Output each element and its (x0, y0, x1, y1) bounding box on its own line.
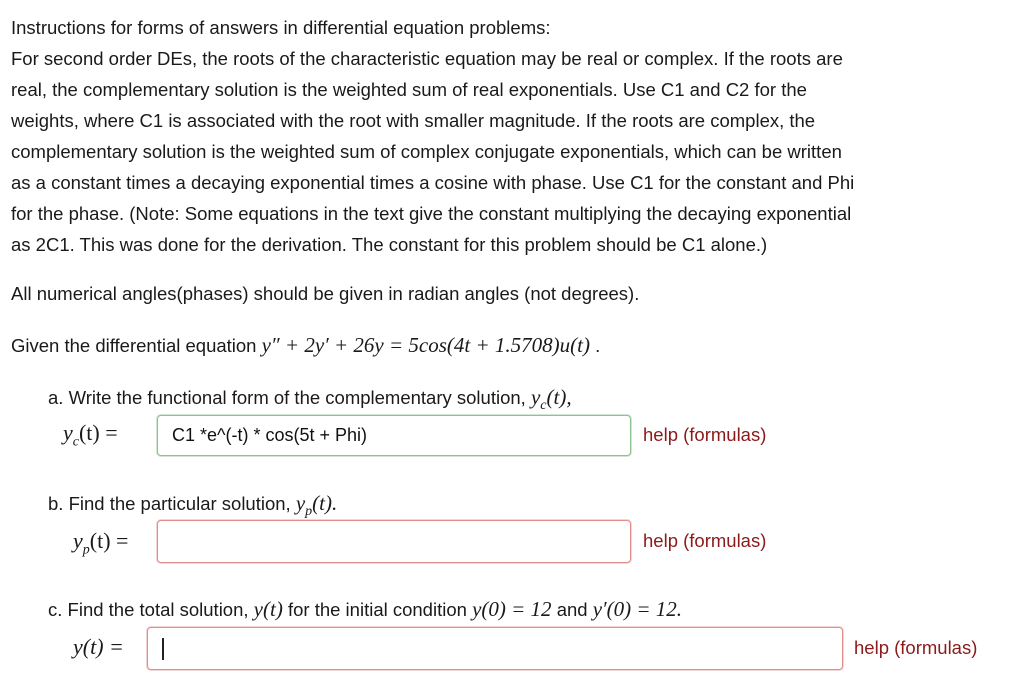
part-b-help-link[interactable]: help (formulas) (643, 530, 767, 551)
part-c-math-dy0: y′(0) = 12. (592, 597, 683, 621)
part-a-question-math: $y_c(t)$, (530, 385, 572, 414)
instructions-line: complementary solution is the weighted sum of complex conjugate exponentials, which can be written (11, 141, 842, 162)
part-a-question (48, 385, 572, 414)
part-a-label-tail: (t) = (78, 420, 118, 445)
instructions-line: as a constant times a decaying exponential times a cosine with phase. Use C1 for the constant and Phi (11, 172, 855, 193)
instructions-line: as 2C1. This was done for the derivation. The constant for this problem should be C1 alone.) (11, 234, 768, 255)
part-c-help-link[interactable]: help (formulas) (854, 637, 978, 658)
given-equation (11, 330, 600, 361)
given-prefix: Given the differential equation (11, 335, 257, 356)
angles-note-text: All numerical angles(phases) should be given in radian angles (not degrees). (11, 283, 640, 304)
part-b-question-math: $y_p(t)$. (295, 491, 338, 520)
particular-solution-input[interactable] (157, 520, 631, 563)
total-solution-input[interactable] (147, 627, 843, 670)
complementary-solution-value: C1 *e^(-t) * cos(5t + Phi) (172, 425, 368, 445)
instructions-line: for the phase. (Note: Some equations in the text give the constant multiplying the decaying exponential (11, 203, 852, 224)
part-a-label (63, 420, 118, 450)
text-cursor (162, 638, 164, 660)
part-b-label-y: y (73, 528, 83, 553)
part-c-math-yt: y(t) (253, 597, 283, 621)
complementary-solution-input[interactable] (157, 415, 631, 456)
part-c-label (73, 634, 124, 660)
given-suffix: . (589, 335, 601, 356)
instructions-line: For second order DEs, the roots of the characteristic equation may be real or complex. If the roots are (11, 48, 843, 69)
instructions-block (11, 12, 854, 260)
angles-note (11, 278, 639, 309)
instructions-line: real, the complementary solution is the weighted sum of real exponentials. Use C1 and C2 for the (11, 79, 807, 100)
part-a-label-y: y (63, 420, 73, 445)
part-a-label-sub: c (72, 434, 79, 450)
given-equation-math: y″ + 2y′ + 26y = 5cos(4t + 1.5708)u(t) (261, 333, 590, 357)
part-c-mid-text: for the initial condition (287, 599, 467, 620)
part-c-question (48, 597, 682, 622)
part-a-question-text: a. Write the functional form of the complementary solution, (48, 387, 526, 408)
part-c-math-y0: y(0) = 12 (472, 597, 552, 621)
part-a-help-link[interactable]: help (formulas) (643, 424, 767, 445)
instructions-line: weights, where C1 is associated with the root with smaller magnitude. If the roots are complex, the (11, 110, 816, 131)
part-c-question-text: c. Find the total solution, (48, 599, 249, 620)
part-c-label-text: y(t) = (73, 634, 124, 659)
instructions-title: Instructions for forms of answers in differential equation problems: (11, 17, 551, 38)
part-c-and-text: and (556, 599, 588, 620)
part-b-label-sub: p (82, 542, 90, 558)
part-b-label (73, 528, 128, 558)
part-b-label-tail: (t) = (89, 528, 129, 553)
part-b-question (48, 491, 337, 520)
part-b-question-text: b. Find the particular solution, (48, 493, 291, 514)
